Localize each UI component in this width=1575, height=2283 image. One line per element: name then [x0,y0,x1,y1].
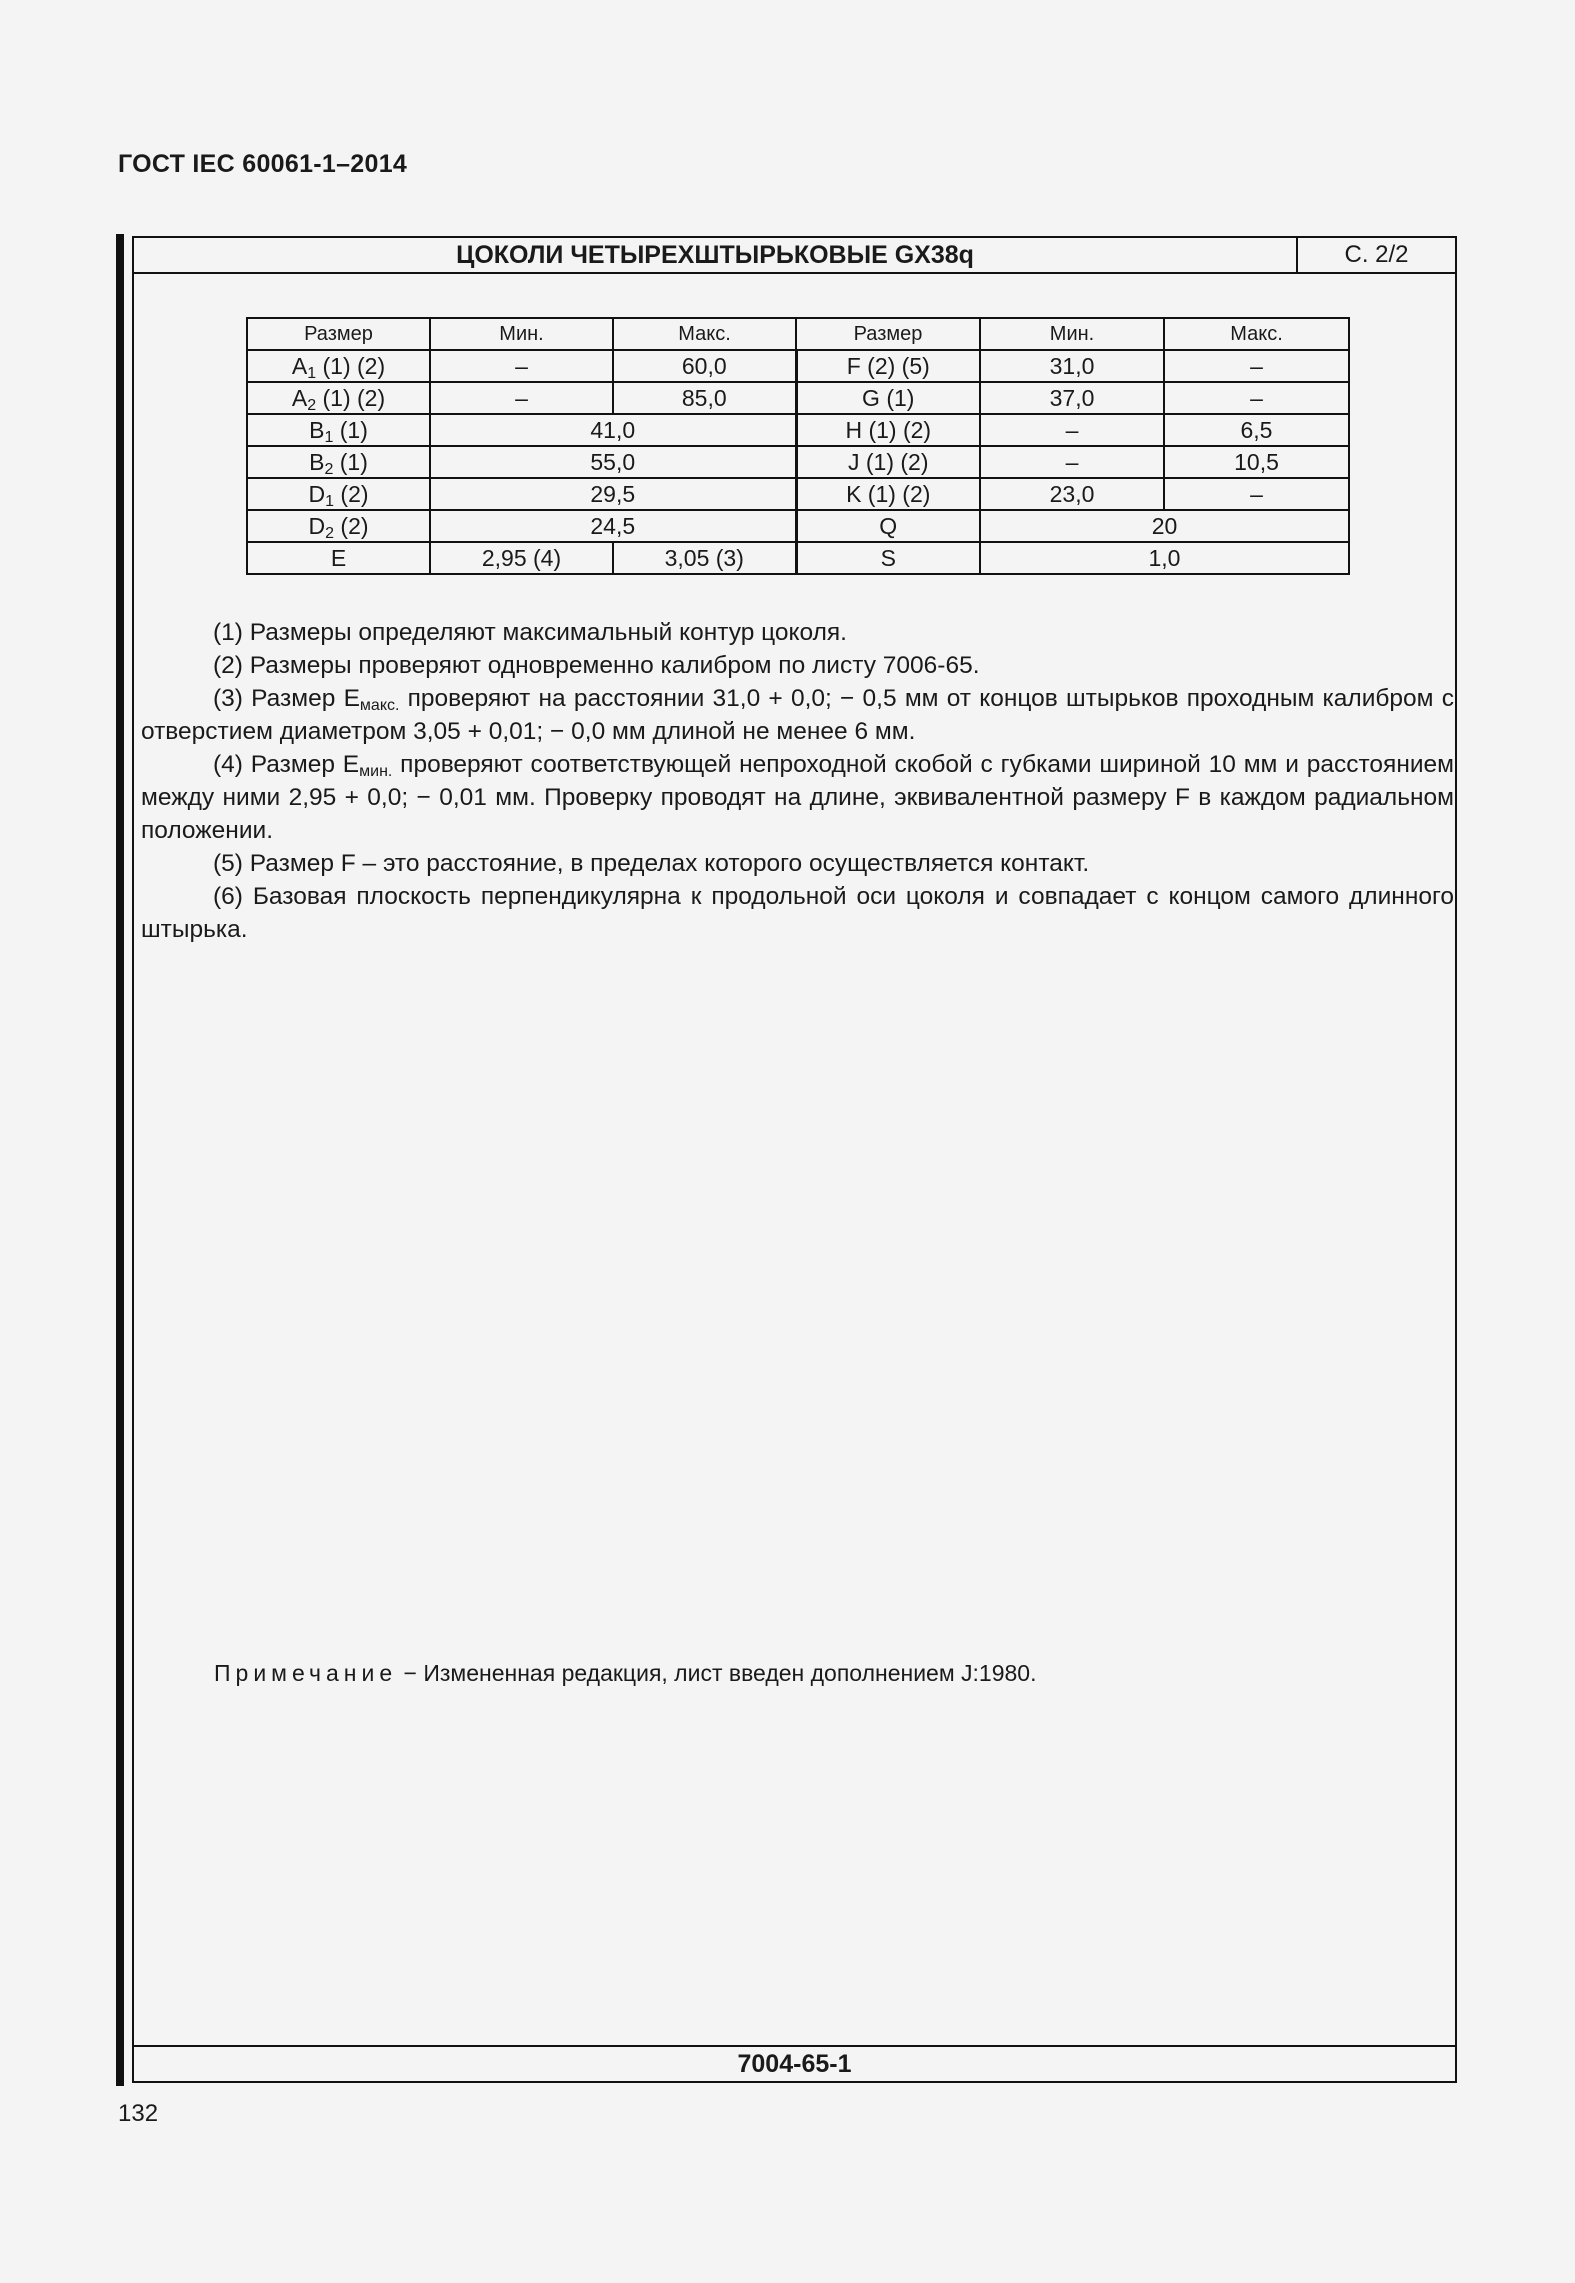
cell-max: 60,0 [613,350,796,382]
col-header-max: Макс. [1164,318,1349,350]
table-row [247,510,1349,542]
sheet-footer-code: 7004-65-1 [134,2045,1455,2081]
cell-value: 20 [980,510,1349,542]
cell-max: – [1164,478,1349,510]
cell-max: – [1164,350,1349,382]
left-margin-bar [116,234,124,2086]
table-row [247,382,1349,414]
cell-max: 6,5 [1164,414,1349,446]
table-header-row [247,318,1349,350]
table-row [247,478,1349,510]
cell-value: 1,0 [980,542,1349,574]
cell-min: – [980,446,1164,478]
table-row [247,446,1349,478]
cell-value: 55,0 [430,446,796,478]
remark-text: − Измененная редакция, лист введен дополнением J:1980. [397,1660,1037,1686]
table-row [247,350,1349,382]
data-sheet-frame [132,236,1457,2083]
cell-min: 2,95 (4) [430,542,613,574]
cell-dimension: J (1) (2) [796,446,980,478]
cell-min: – [430,350,613,382]
note-6: (6) Базовая плоскость перпендикулярна к продольной оси цоколя и совпадает с концом самого длинного штырька. [141,883,1454,943]
note-4: (4) Размер $E_{мин.}$ проверяют соответствующей непроходной скобой с губками шириной 10 мм и расстоянием между ними 2,95 + 0,0; − 0,01 мм. Проверку проводят на длине, эквивалентной размеру F в каждом радиальном положении. [141,751,1454,844]
col-header-max: Макс. [613,318,796,350]
col-header-size: Размер [247,318,430,350]
cell-value: 41,0 [430,414,796,446]
dimensions-table [246,317,1350,575]
cell-dimension: $B_1$ (1) [247,414,430,446]
note-3: (3) Размер $E_{макс.}$ проверяют на расстоянии 31,0 + 0,0; − 0,5 мм от концов штырьков проходным калибром с отверстием диаметром 3,05 + 0,01; − 0,0 мм длиной не менее 6 мм. [141,685,1454,745]
note-2: (2) Размеры проверяют одновременно калибром по листу 7006-65. [213,652,980,679]
col-header-min: Мин. [980,318,1164,350]
remark-label: Примечание [214,1660,398,1686]
cell-max: 3,05 (3) [613,542,796,574]
note-1: (1) Размеры определяют максимальный контур цоколя. [213,619,847,646]
notes-section [141,616,1454,946]
cell-dimension: G (1) [796,382,980,414]
cell-value: 29,5 [430,478,796,510]
table-row [247,542,1349,574]
table-row [247,414,1349,446]
cell-dimension: $A_1$ (1) (2) [247,350,430,382]
cell-min: 23,0 [980,478,1164,510]
cell-max: – [1164,382,1349,414]
page-number: 132 [118,2100,159,2127]
cell-dimension: $B_2$ (1) [247,446,430,478]
cell-min: – [430,382,613,414]
cell-dimension: K (1) (2) [796,478,980,510]
cell-dimension: H (1) (2) [796,414,980,446]
cell-dimension: Q [796,510,980,542]
col-header-min: Мин. [430,318,613,350]
col-header-size: Размер [796,318,980,350]
sheet-title-row [134,238,1455,274]
cell-dimension: $D_1$ (2) [247,478,430,510]
cell-min: 37,0 [980,382,1164,414]
cell-dimension: F (2) (5) [796,350,980,382]
cell-dimension: $D_2$ (2) [247,510,430,542]
cell-dimension: S [796,542,980,574]
remark-note [214,1660,1037,1687]
document-standard-id: ГОСТ IEC 60061-1–2014 [118,150,408,178]
sheet-title: ЦОКОЛИ ЧЕТЫРЕХШТЫРЬКОВЫЕ GX38q [134,238,1298,272]
cell-min: – [980,414,1164,446]
cell-value: 24,5 [430,510,796,542]
cell-max: 10,5 [1164,446,1349,478]
cell-min: 31,0 [980,350,1164,382]
sheet-page-ref: С. 2/2 [1344,241,1409,268]
cell-dimension: E [247,542,430,574]
cell-dimension: $A_2$ (1) (2) [247,382,430,414]
note-5: (5) Размер F – это расстояние, в пределах которого осуществляется контакт. [213,850,1090,877]
cell-max: 85,0 [613,382,796,414]
